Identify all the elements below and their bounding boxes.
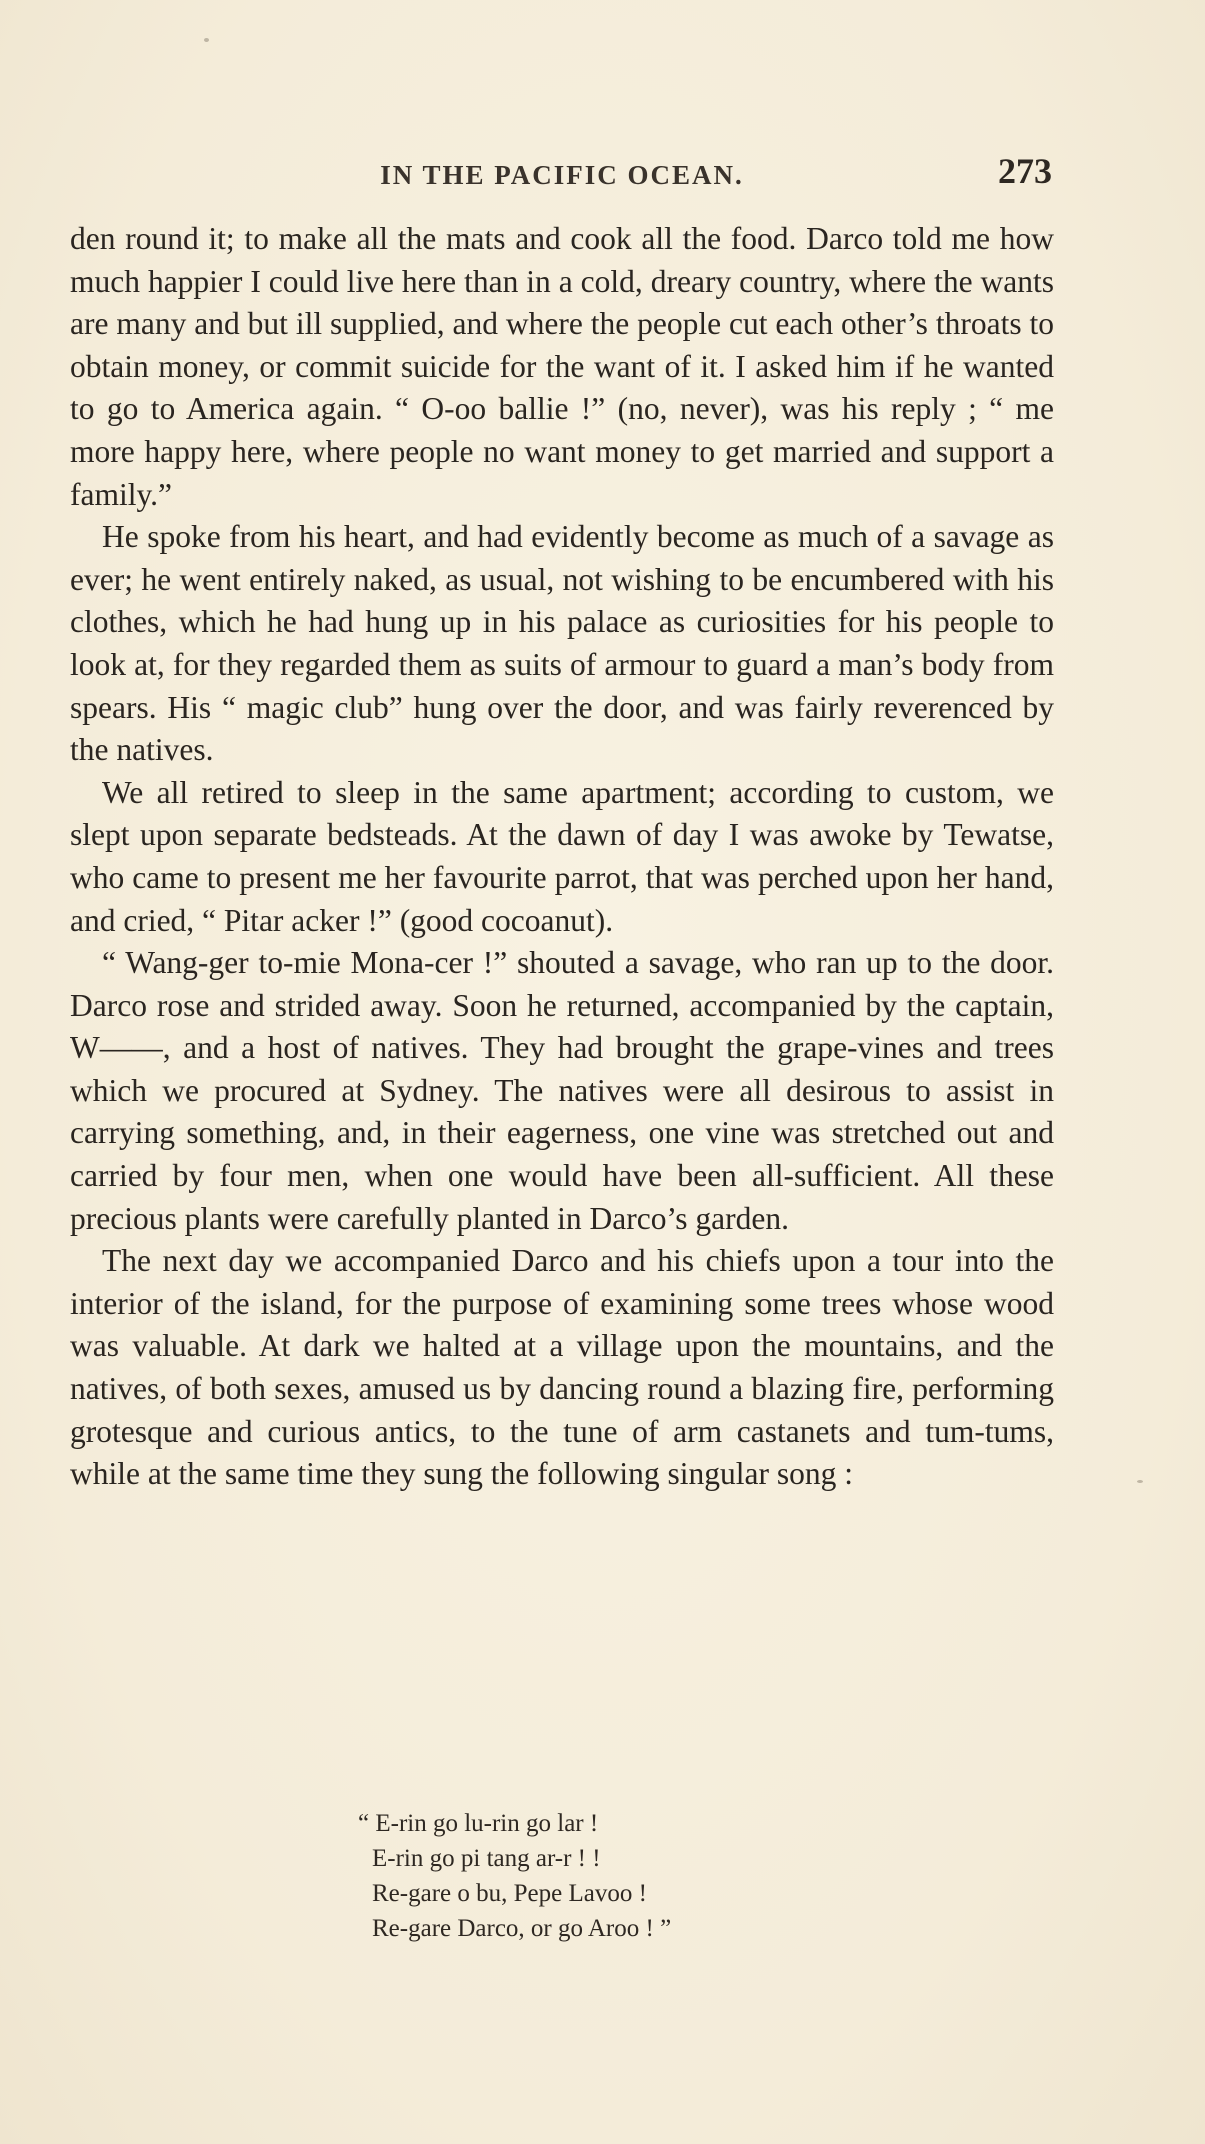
page-number: 273 (998, 151, 1052, 191)
song-verse (358, 1806, 932, 1946)
song-line: Re-gare o bu, Pepe Lavoo ! (372, 1880, 647, 1907)
song-line: E-rin go pi tang ar-r ! ! (372, 1845, 601, 1872)
paragraph: We all retired to sleep in the same apartment; according to custom, we slept upon separate bedsteads. At the dawn of day I was awoke by Tewatse, who came to present me her favourite parrot, that was perched upon her hand, and cried, “ Pitar acker !” (good cocoanut). (70, 774, 1054, 938)
body-text (70, 218, 1054, 1496)
song-line: Re-gare Darco, or go Aroo ! ” (372, 1915, 672, 1942)
paper-speck (1137, 1480, 1143, 1483)
paragraph: He spoke from his heart, and had evidently become as much of a savage as ever; he went entirely naked, as usual, not wishing to be encumbered with his clothes, which he had hung up in his palace as curiosities for his people to look at, for they regarded them as suits of armour to guard a man’s body from spears. His “ magic club” hung over the door, and was fairly reverenced by the natives. (70, 519, 1054, 768)
running-head (70, 150, 1054, 194)
song-line: “ E-rin go lu-rin go lar ! (358, 1810, 599, 1837)
running-title: IN THE PACIFIC OCEAN. (380, 160, 744, 190)
paragraph: den round it; to make all the mats and cook all the food. Darco told me how much happier I could live here than in a cold, dreary country, where the wants are many and but ill supplied, and where the people cut each other’s throats to obtain money, or commit suicide for the want of it. I asked him if he wanted to go to America again. “ O-oo ballie !” (no, never), was his reply ; “ me more happy here, where people no want money to get married and support a family.” (70, 221, 1054, 512)
paper-speck (204, 38, 209, 42)
paragraph: The next day we accompanied Darco and his chiefs upon a tour into the interior of the island, for the purpose of examining some trees whose wood was valuable. At dark we halted at a village upon the mountains, and the natives, of both sexes, amused us by dancing round a blazing fire, performing grotesque and curious antics, to the tune of arm castanets and tum-tums, while at the same time they sung the following singular song : (70, 1243, 1054, 1492)
paragraph: “ Wang-ger to-mie Mona-cer !” shouted a savage, who ran up to the door. Darco rose and strided away. Soon he returned, accompanied by the captain, W——, and a host of natives. They had brought the grape-vines and trees which we procured at Sydney. The natives were all desirous to assist in carrying something, and, in their eagerness, one vine was stretched out and carried by four men, when one would have been all-sufficient. All these precious plants were carefully planted in Darco’s garden. (70, 945, 1054, 1236)
